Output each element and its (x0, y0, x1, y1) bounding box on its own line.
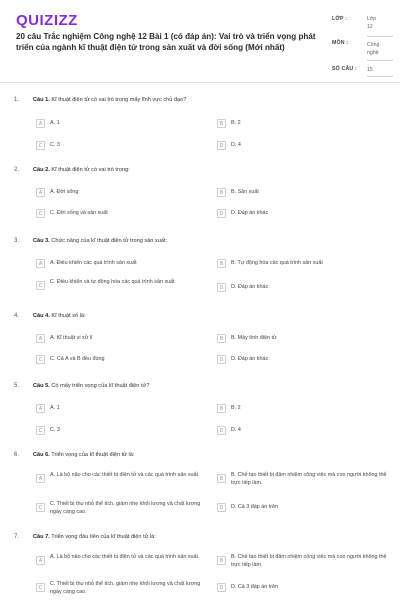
option-text: B. Chế tạo thiết bị đảm nhiệm công việc mà con người không thể trực tiếp làm. (231, 554, 387, 568)
meta-count-label: SỐ CÂU : (332, 66, 357, 72)
option-text: A. 1 (50, 120, 60, 126)
option-b[interactable] (217, 553, 387, 569)
option-d[interactable] (217, 283, 387, 292)
option-text: D. Đáp án khác (231, 210, 269, 216)
option-b[interactable] (217, 188, 387, 197)
question-label: Câu 4. (33, 313, 50, 319)
option-letter-box[interactable]: C (36, 503, 45, 512)
option-text: C. 3 (50, 427, 60, 433)
option-letter-box[interactable]: B (217, 188, 226, 197)
option-letter-box[interactable]: D (217, 355, 226, 364)
question-text (33, 238, 167, 244)
option-letter-box[interactable]: A (36, 119, 45, 128)
question-body: Có mấy triển vọng của kĩ thuật điện tử? (51, 383, 150, 389)
option-text: B. 2 (231, 405, 241, 411)
question-number: 5. (14, 383, 20, 389)
option-letter-box[interactable]: C (36, 355, 45, 364)
option-text: A. Là bộ não cho các thiết bị điện tử và các quá trình sản xuất. (50, 554, 200, 560)
option-a[interactable] (36, 259, 206, 268)
option-c[interactable] (36, 426, 206, 435)
option-letter-box[interactable]: A (36, 556, 45, 565)
option-d[interactable] (217, 355, 387, 364)
option-text: D. Đáp án khác (231, 284, 269, 290)
option-d[interactable] (217, 426, 387, 435)
option-text: D. Cả 3 đáp án trên (231, 504, 279, 510)
option-letter-box[interactable]: D (217, 209, 226, 218)
option-letter-box[interactable]: B (217, 334, 226, 343)
option-c[interactable] (36, 580, 204, 596)
question-text (33, 97, 186, 103)
option-text: C. Thiết bị thu nhỏ thể tích, giảm nhẹ khối lượng và chất lượng ngày càng cao. (50, 501, 201, 515)
option-text: C. Điều khiển và tự động hóa các quá trình sản xuất (50, 279, 175, 285)
option-letter-box[interactable]: D (217, 141, 226, 150)
option-text: D. 4 (231, 142, 241, 148)
question-body: Triển vọng đầu tiên của kĩ thuật điện tử là: (51, 534, 156, 540)
worksheet-title: 20 câu Trắc nghiệm Công nghệ 12 Bài 1 (có đáp án): Vai trò và triển vọng phát triển của ngành kĩ thuật điện tử trong sản xuất và đời sống (Mới nhất) (16, 32, 316, 52)
option-letter-box[interactable]: C (36, 209, 45, 218)
option-d[interactable] (217, 503, 387, 512)
question-text (33, 452, 134, 458)
option-c[interactable] (36, 141, 206, 150)
question-text (33, 313, 86, 319)
option-text: B. Máy tính điện tử (231, 335, 277, 341)
option-letter-box[interactable]: C (36, 426, 45, 435)
option-a[interactable] (36, 119, 206, 128)
option-b[interactable] (217, 404, 387, 413)
option-text: B. 2 (231, 120, 241, 126)
quizizz-logo[interactable]: QUIZIZZ (16, 12, 78, 29)
question-text (33, 167, 130, 173)
option-text: A. Kĩ thuật vi xử lí (50, 335, 93, 341)
option-a[interactable] (36, 188, 206, 197)
option-b[interactable] (217, 334, 387, 343)
option-c[interactable] (36, 500, 204, 516)
question-number: 7. (14, 534, 20, 540)
option-letter-box[interactable]: D (217, 283, 226, 292)
option-letter-box[interactable]: A (36, 474, 45, 483)
option-letter-box[interactable]: A (36, 334, 45, 343)
question-label: Câu 2. (33, 167, 50, 173)
meta-subject-label: MÔN : (332, 40, 349, 46)
question-body: Kĩ thuật số là: (51, 313, 86, 319)
option-letter-box[interactable]: B (217, 474, 226, 483)
option-letter-box[interactable]: A (36, 188, 45, 197)
option-b[interactable] (217, 119, 387, 128)
option-letter-box[interactable]: A (36, 259, 45, 268)
option-letter-box[interactable]: B (217, 404, 226, 413)
question-label: Câu 6. (33, 452, 50, 458)
option-letter-box[interactable]: B (217, 259, 226, 268)
question-label: Câu 3. (33, 238, 50, 244)
meta-class-value: Lớp 12 (367, 16, 377, 30)
question-body: Kĩ thuật điện tử có vai trò trong mấy lĩnh vực chủ đạo? (51, 97, 187, 103)
meta-class-label: LỚP : (332, 16, 348, 22)
option-c[interactable] (36, 355, 206, 364)
option-letter-box[interactable]: D (217, 426, 226, 435)
option-text: B. Chế tạo thiết bị đảm nhiệm công việc mà con người không thể trực tiếp làm. (231, 472, 387, 486)
question-label: Câu 7. (33, 534, 50, 540)
option-text: D. 4 (231, 427, 241, 433)
question-body: Triển vọng của kĩ thuật điện tử là: (51, 452, 135, 458)
option-text: C. Thiết bị thu nhỏ thể tích, giảm nhẹ khối lượng và chất lượng ngày càng cao. (50, 581, 201, 595)
option-letter-box[interactable]: C (36, 141, 45, 150)
question-number: 3. (14, 238, 20, 244)
option-a[interactable] (36, 404, 206, 413)
option-text: D. Đáp án khác (231, 356, 269, 362)
question-number: 6. (14, 452, 20, 458)
worksheet-header (0, 0, 400, 83)
option-letter-box[interactable]: C (36, 281, 45, 290)
option-text: C. Cả A và B đều đúng (50, 356, 105, 362)
question-label: Câu 5. (33, 383, 50, 389)
option-c[interactable] (36, 209, 206, 218)
meta-subject-line (367, 60, 393, 61)
question-number: 2. (14, 167, 20, 173)
question-number: 1. (14, 97, 20, 103)
option-text: A. 1 (50, 405, 60, 411)
meta-subject-value: Công nghệ (367, 42, 380, 56)
question-text (33, 534, 156, 540)
option-d[interactable] (217, 141, 387, 150)
option-letter-box[interactable]: A (36, 404, 45, 413)
option-text: D. Cả 3 đáp án trên (231, 584, 279, 590)
option-text: C. Đời sống và sản xuất (50, 210, 108, 216)
option-letter-box[interactable]: C (36, 583, 45, 592)
option-a[interactable] (36, 334, 206, 343)
question-body: Kĩ thuật điện tử có vai trò trong: (51, 167, 130, 173)
meta-count-line (367, 76, 393, 77)
option-c[interactable] (36, 278, 201, 290)
option-b[interactable] (217, 259, 387, 268)
question-number: 4. (14, 313, 20, 319)
meta-class-line (367, 36, 393, 37)
option-text: B. Sản xuất (231, 189, 259, 195)
option-letter-box[interactable]: D (217, 583, 226, 592)
option-b[interactable] (217, 471, 387, 487)
option-a[interactable] (36, 471, 204, 483)
option-letter-box[interactable]: B (217, 119, 226, 128)
option-text: A. Là bộ não cho các thiết bị điện tử và các quá trình sản xuất. (50, 472, 200, 478)
option-letter-box[interactable]: D (217, 503, 226, 512)
option-text: B. Tự động hóa các quá trình sản xuất (231, 260, 323, 266)
meta-count-value: 15 (367, 67, 373, 73)
option-a[interactable] (36, 553, 204, 565)
option-text: C. 3 (50, 142, 60, 148)
question-label: Câu 1. (33, 97, 50, 103)
option-text: A. Đời sống (50, 189, 79, 195)
option-d[interactable] (217, 583, 387, 592)
question-text (33, 383, 149, 389)
option-letter-box[interactable]: B (217, 556, 226, 565)
question-body: Chức năng của kĩ thuật điện tử trong sản xuất: (51, 238, 168, 244)
option-d[interactable] (217, 209, 387, 218)
option-text: A. Điều khiển các quá trình sản xuất (50, 260, 137, 266)
